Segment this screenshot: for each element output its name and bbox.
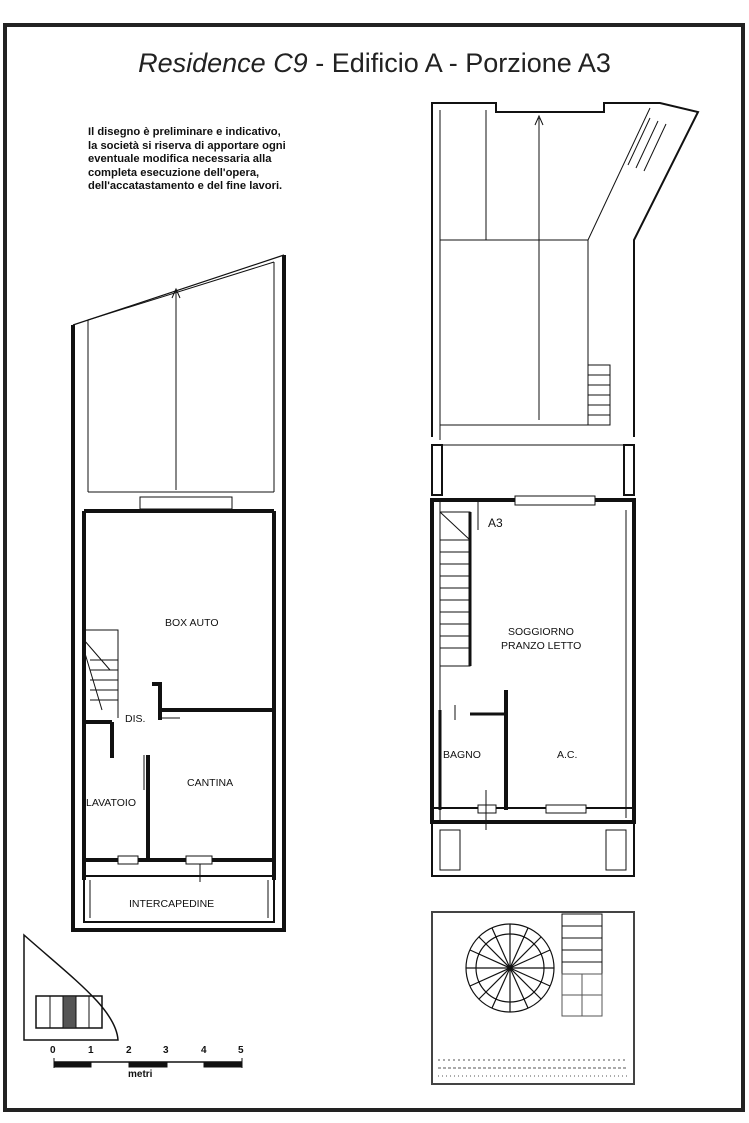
room-label-dis: DIS. — [125, 713, 146, 725]
note-line: la società si riserva di apportare ogni — [88, 139, 286, 152]
page-title — [0, 48, 749, 79]
room-label-intercapedine: INTERCAPEDINE — [129, 898, 215, 910]
key-plan — [24, 935, 118, 1040]
note-line: dell'accatastamento e del fine lavori. — [88, 180, 283, 193]
scale-tick: 4 — [201, 1045, 207, 1056]
room-label-cantina: CANTINA — [187, 777, 234, 789]
disclaimer-note — [88, 126, 338, 194]
tree-icon — [466, 924, 554, 1012]
room-label-ac: A.C. — [557, 749, 578, 761]
note-line: completa esecuzione dell'opera, — [88, 166, 260, 179]
scale-tick: 3 — [163, 1045, 169, 1056]
unit-code-label: A3 — [488, 516, 503, 530]
scale-tick: 1 — [88, 1045, 94, 1056]
upper-floor-plan — [432, 103, 698, 1084]
note-line: Il disegno è preliminare e indicativo, — [88, 126, 281, 138]
room-label-lavatoio: LAVATOIO — [86, 797, 136, 809]
lower-floor-plan — [73, 255, 284, 930]
room-label-pranzo-letto: PRANZO LETTO — [501, 640, 582, 652]
room-label-bagno: BAGNO — [443, 749, 481, 761]
scale-tick: 2 — [126, 1045, 132, 1056]
note-line: eventuale modifica necessaria alla — [88, 153, 272, 166]
scale-unit-label: metri — [128, 1069, 153, 1080]
room-label-soggiorno: SOGGIORNO — [508, 626, 574, 638]
scale-tick: 5 — [238, 1045, 244, 1056]
scale-tick: 0 — [50, 1045, 56, 1056]
title-rest: - Edificio A - Porzione A3 — [307, 48, 611, 78]
project-name: Residence C9 — [138, 48, 308, 78]
scale-bar — [54, 1058, 242, 1068]
room-label-box-auto: BOX AUTO — [165, 617, 219, 629]
